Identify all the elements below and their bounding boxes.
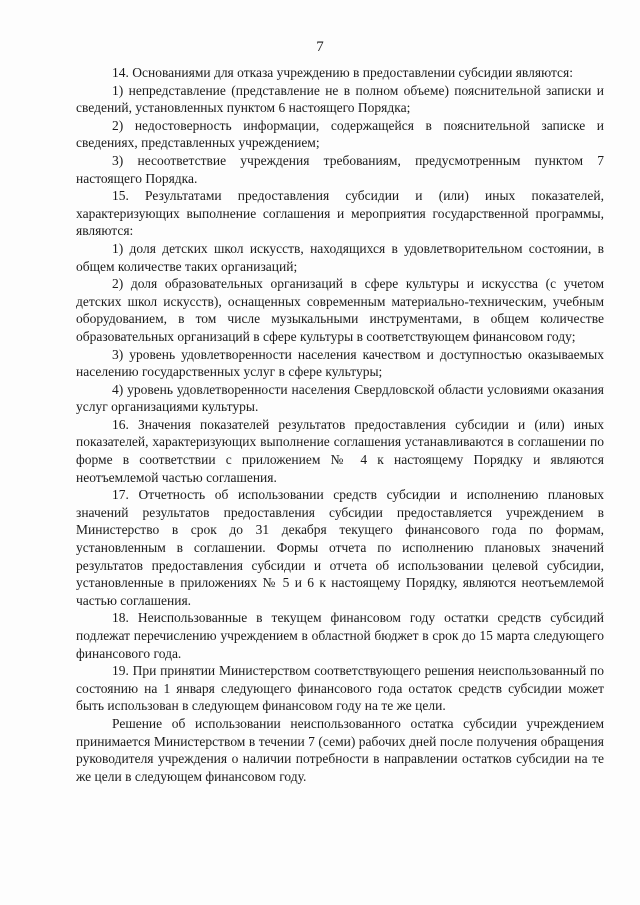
- paragraph-14-intro: 14. Основаниями для отказа учреждению в предоставлении субсидии являются:: [112, 65, 573, 80]
- paragraph-14-item-2: 2) недостоверность информации, содержащейся в пояснительной записке и сведениях, представленных учреждением;: [76, 117, 604, 151]
- paragraph-16: 16. Значения показателей результатов предоставления субсидии и (или) иных показателей, характеризующих выполнение соглашения устанавливаются в соглашении по форме в соответствии с приложением № 4 к настоящему Порядку и являются неотъемлемой частью соглашения.: [76, 416, 604, 485]
- paragraph-18: 18. Неиспользованные в текущем финансовом году остатки средств субсидий подлежат перечислению учреждением в областной бюджет в срок до 15 марта следующего финансового года.: [76, 610, 604, 661]
- paragraph-15-item-1: 1) доля детских школ искусств, находящихся в удовлетворительном состоянии, в общем количестве таких организаций;: [76, 240, 604, 274]
- paragraph-19: 19. При принятии Министерством соответствующего решения неиспользованный по состоянию на 1 января следующего финансового года остаток средств субсидии может быть использован в следующем финансовом году на те же цели.: [76, 663, 604, 714]
- paragraph-15-item-3: 3) уровень удовлетворенности населения качеством и доступностью оказываемых населению государственных услуг в сфере культуры;: [76, 346, 604, 380]
- paragraph-15-intro: 15. Результатами предоставления субсидии и (или) иных показателей, характеризующих выполнение соглашения и мероприятия государственной программы, являются:: [76, 188, 604, 239]
- paragraph-15-item-4: 4) уровень удовлетворенности населения Свердловской области условиями оказания услуг организациями культуры.: [76, 381, 604, 415]
- paragraph-15-item-2: 2) доля образовательных организаций в сфере культуры и искусства (с учетом детских школ искусств), оснащенных современным материально-техническим, учебным оборудованием, в том числе музыкальными инструментами, в общем количестве образовательных организаций в сфере культуры в соответствующем финансовом году;: [76, 276, 604, 344]
- paragraph-14-item-1: 1) непредставление (представление не в полном объеме) пояснительной записки и сведений, установленных пунктом 6 настоящего Порядка;: [76, 82, 604, 116]
- paragraph-17: 17. Отчетность об использовании средств субсидии и исполнению плановых значений результатов предоставления субсидии предоставляется учреждением в Министерство в срок до 31 декабря текущего финансового года по формам, установленным в соглашении. Формы отчета по исполнению плановых значений результатов предоставления субсидии и отчета об использовании целевой субсидии, установленные в приложениях № 5 и 6 к настоящему Порядку, являются неотъемлемой частью соглашения.: [76, 487, 604, 608]
- paragraph-19-decision: Решение об использовании неиспользованного остатка субсидии учреждением принимается Министерством в течении 7 (семи) рабочих дней после получения обращения руководителя учреждения о наличии потребности в направлении остатков субсидии на те же цели в следующем финансовом году.: [76, 715, 604, 784]
- paragraph-14-item-3: 3) несоответствие учреждения требованиям, предусмотренным пунктом 7 настоящего Порядка.: [76, 152, 604, 186]
- document-body: [76, 64, 604, 785]
- page-number: 7: [316, 39, 324, 55]
